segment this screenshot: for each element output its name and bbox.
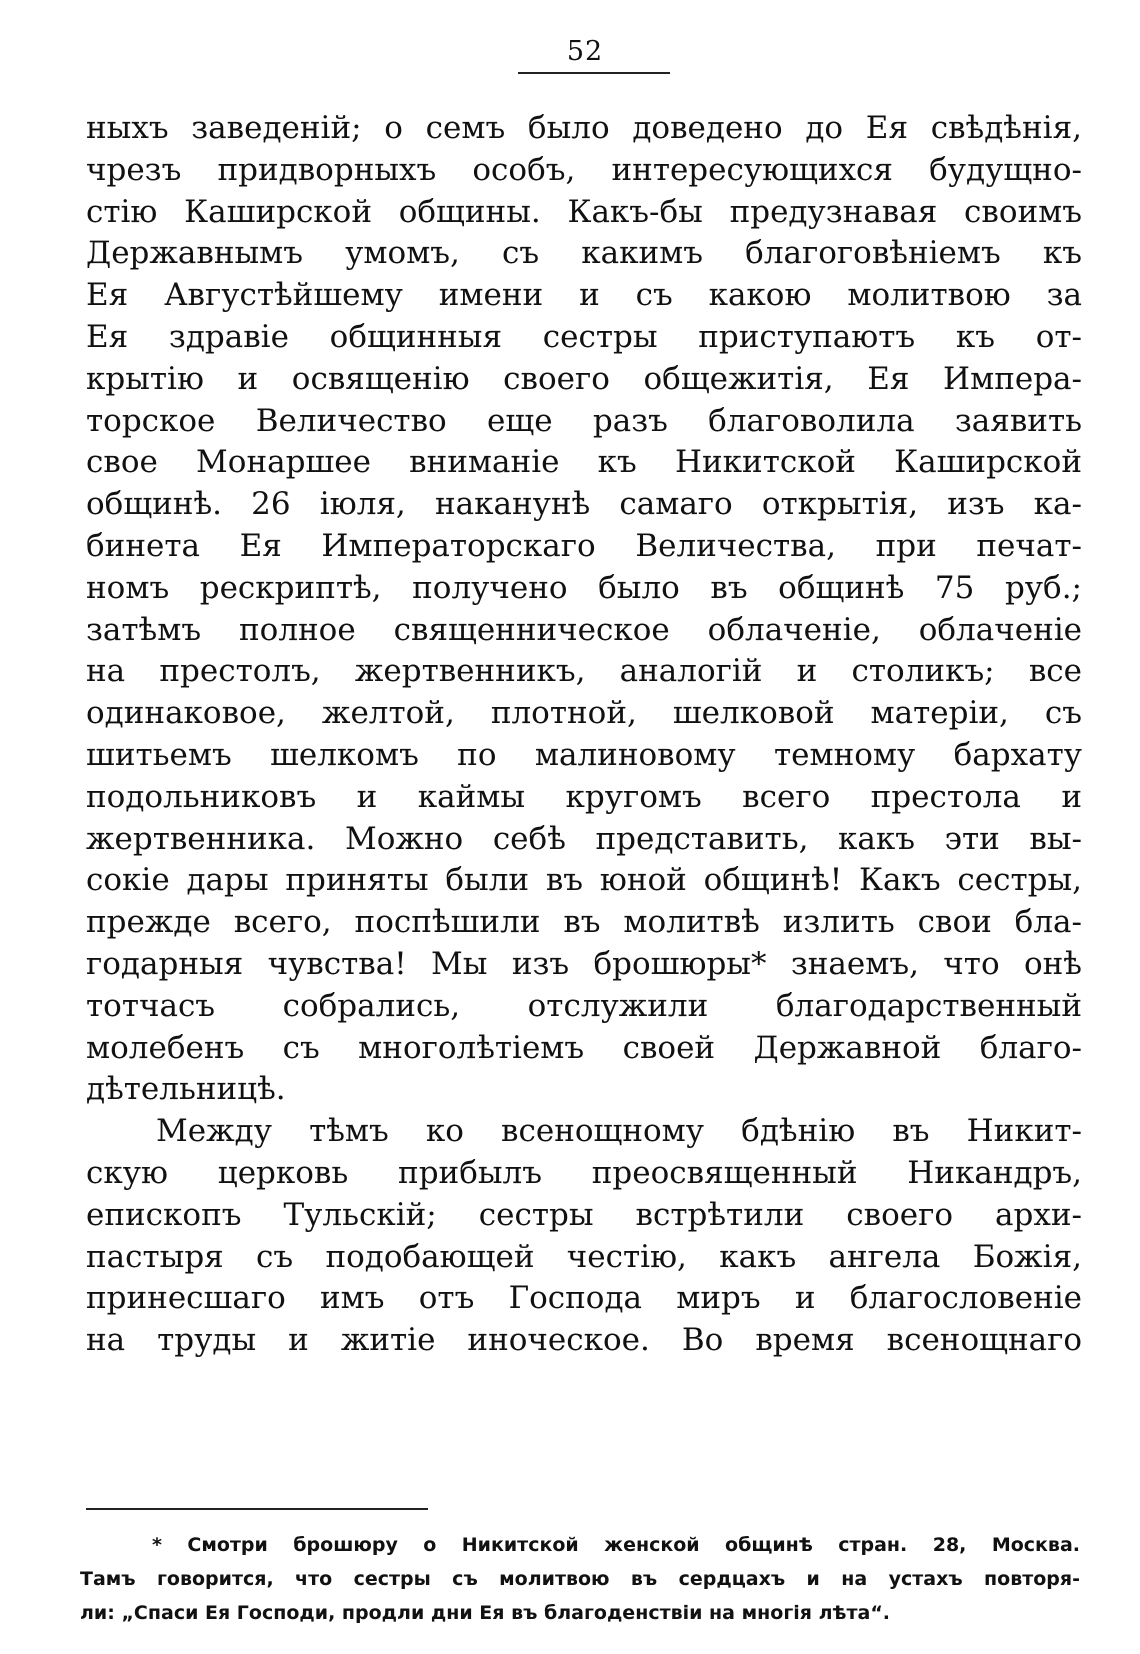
text-line: стію Каширской общины. Какъ-бы предузнавая своимъ: [86, 193, 1082, 230]
text-line: свое Монаршее вниманіе къ Никитской Каширской: [86, 444, 1082, 481]
text-line: номъ рескриптѣ, получено было въ общинѣ 75 руб.;: [86, 569, 1082, 606]
page-number-rule: [518, 72, 670, 74]
text-line: Державнымъ умомъ, съ какимъ благоговѣніемъ къ: [86, 235, 1082, 272]
text-line: подольниковъ и каймы кругомъ всего престола и: [86, 778, 1082, 815]
text-line: на труды и житіе иноческое. Во время всенощнаго: [86, 1322, 1082, 1359]
text-line: затѣмъ полное священническое облаченіе, облаченіе: [86, 611, 1082, 648]
footnote: [80, 1528, 1080, 1630]
text-line: прежде всего, поспѣшили въ молитвѣ излить свои бла-: [86, 904, 1082, 941]
text-line: скую церковь прибылъ преосвященный Никандръ,: [86, 1154, 1082, 1191]
text-line: сокіе дары приняты были въ юной общинѣ! Какъ сестры,: [86, 862, 1082, 899]
text-line: дѣтельницѣ.: [86, 1071, 286, 1108]
text-line: Между тѣмъ ко всенощному бдѣнію въ Никит-: [156, 1113, 1082, 1150]
text-line: епископъ Тульскій; сестры встрѣтили своего архи-: [86, 1196, 1082, 1233]
text-line: общинѣ. 26 іюля, наканунѣ самаго открытія, изъ ка-: [86, 486, 1082, 523]
text-line: крытію и освященію своего общежитія, Ея Импера-: [86, 360, 1082, 397]
footnote-line: ли: „Спаси Ея Господи, продли дни Ея въ благоденствіи на многія лѣта“.: [80, 1602, 891, 1624]
text-line: молебенъ съ многолѣтіемъ своей Державной благо-: [86, 1029, 1082, 1066]
text-line: Ея здравіе общинныя сестры приступаютъ къ от-: [86, 318, 1082, 355]
text-line: шитьемъ шелкомъ по малиновому темному бархату: [86, 736, 1082, 773]
text-line: одинаковое, желтой, плотной, шелковой матеріи, съ: [86, 695, 1082, 732]
text-line: пастыря съ подобающей честію, какъ ангела Божія,: [86, 1238, 1082, 1275]
text-line: жертвенника. Можно себѣ представить, какъ эти вы-: [86, 820, 1082, 857]
text-line: Ея Августѣйшему имени и съ какою молитвою за: [86, 277, 1082, 314]
text-line: годарныя чувства! Мы изъ брошюры* знаемъ, что онѣ: [86, 945, 1082, 982]
text-line: чрезъ придворныхъ особъ, интересующихся будущно-: [86, 151, 1082, 188]
text-line: принесшаго имъ отъ Господа миръ и благословеніе: [86, 1280, 1082, 1317]
text-line: ныхъ заведеній; о семъ было доведено до Ея свѣдѣнія,: [86, 110, 1082, 146]
page-number: 52: [566, 36, 604, 67]
text-line: бинета Ея Императорскаго Величества, при печат-: [86, 527, 1082, 564]
footnote-line: Тамъ говорится, что сестры съ молитвою въ сердцахъ и на устахъ повторя-: [80, 1568, 1080, 1590]
text-line: тотчасъ собрались, отслужили благодарственный: [86, 987, 1082, 1024]
footnote-line: * Смотри брошюру о Никитской женской общинѣ стран. 28, Москва.: [152, 1534, 1080, 1556]
body-text: [86, 108, 1082, 1362]
footnote-rule: [86, 1508, 428, 1510]
text-line: торское Величество еще разъ благоволила заявить: [86, 402, 1082, 439]
text-line: на престолъ, жертвенникъ, аналогій и столикъ; все: [86, 653, 1082, 690]
